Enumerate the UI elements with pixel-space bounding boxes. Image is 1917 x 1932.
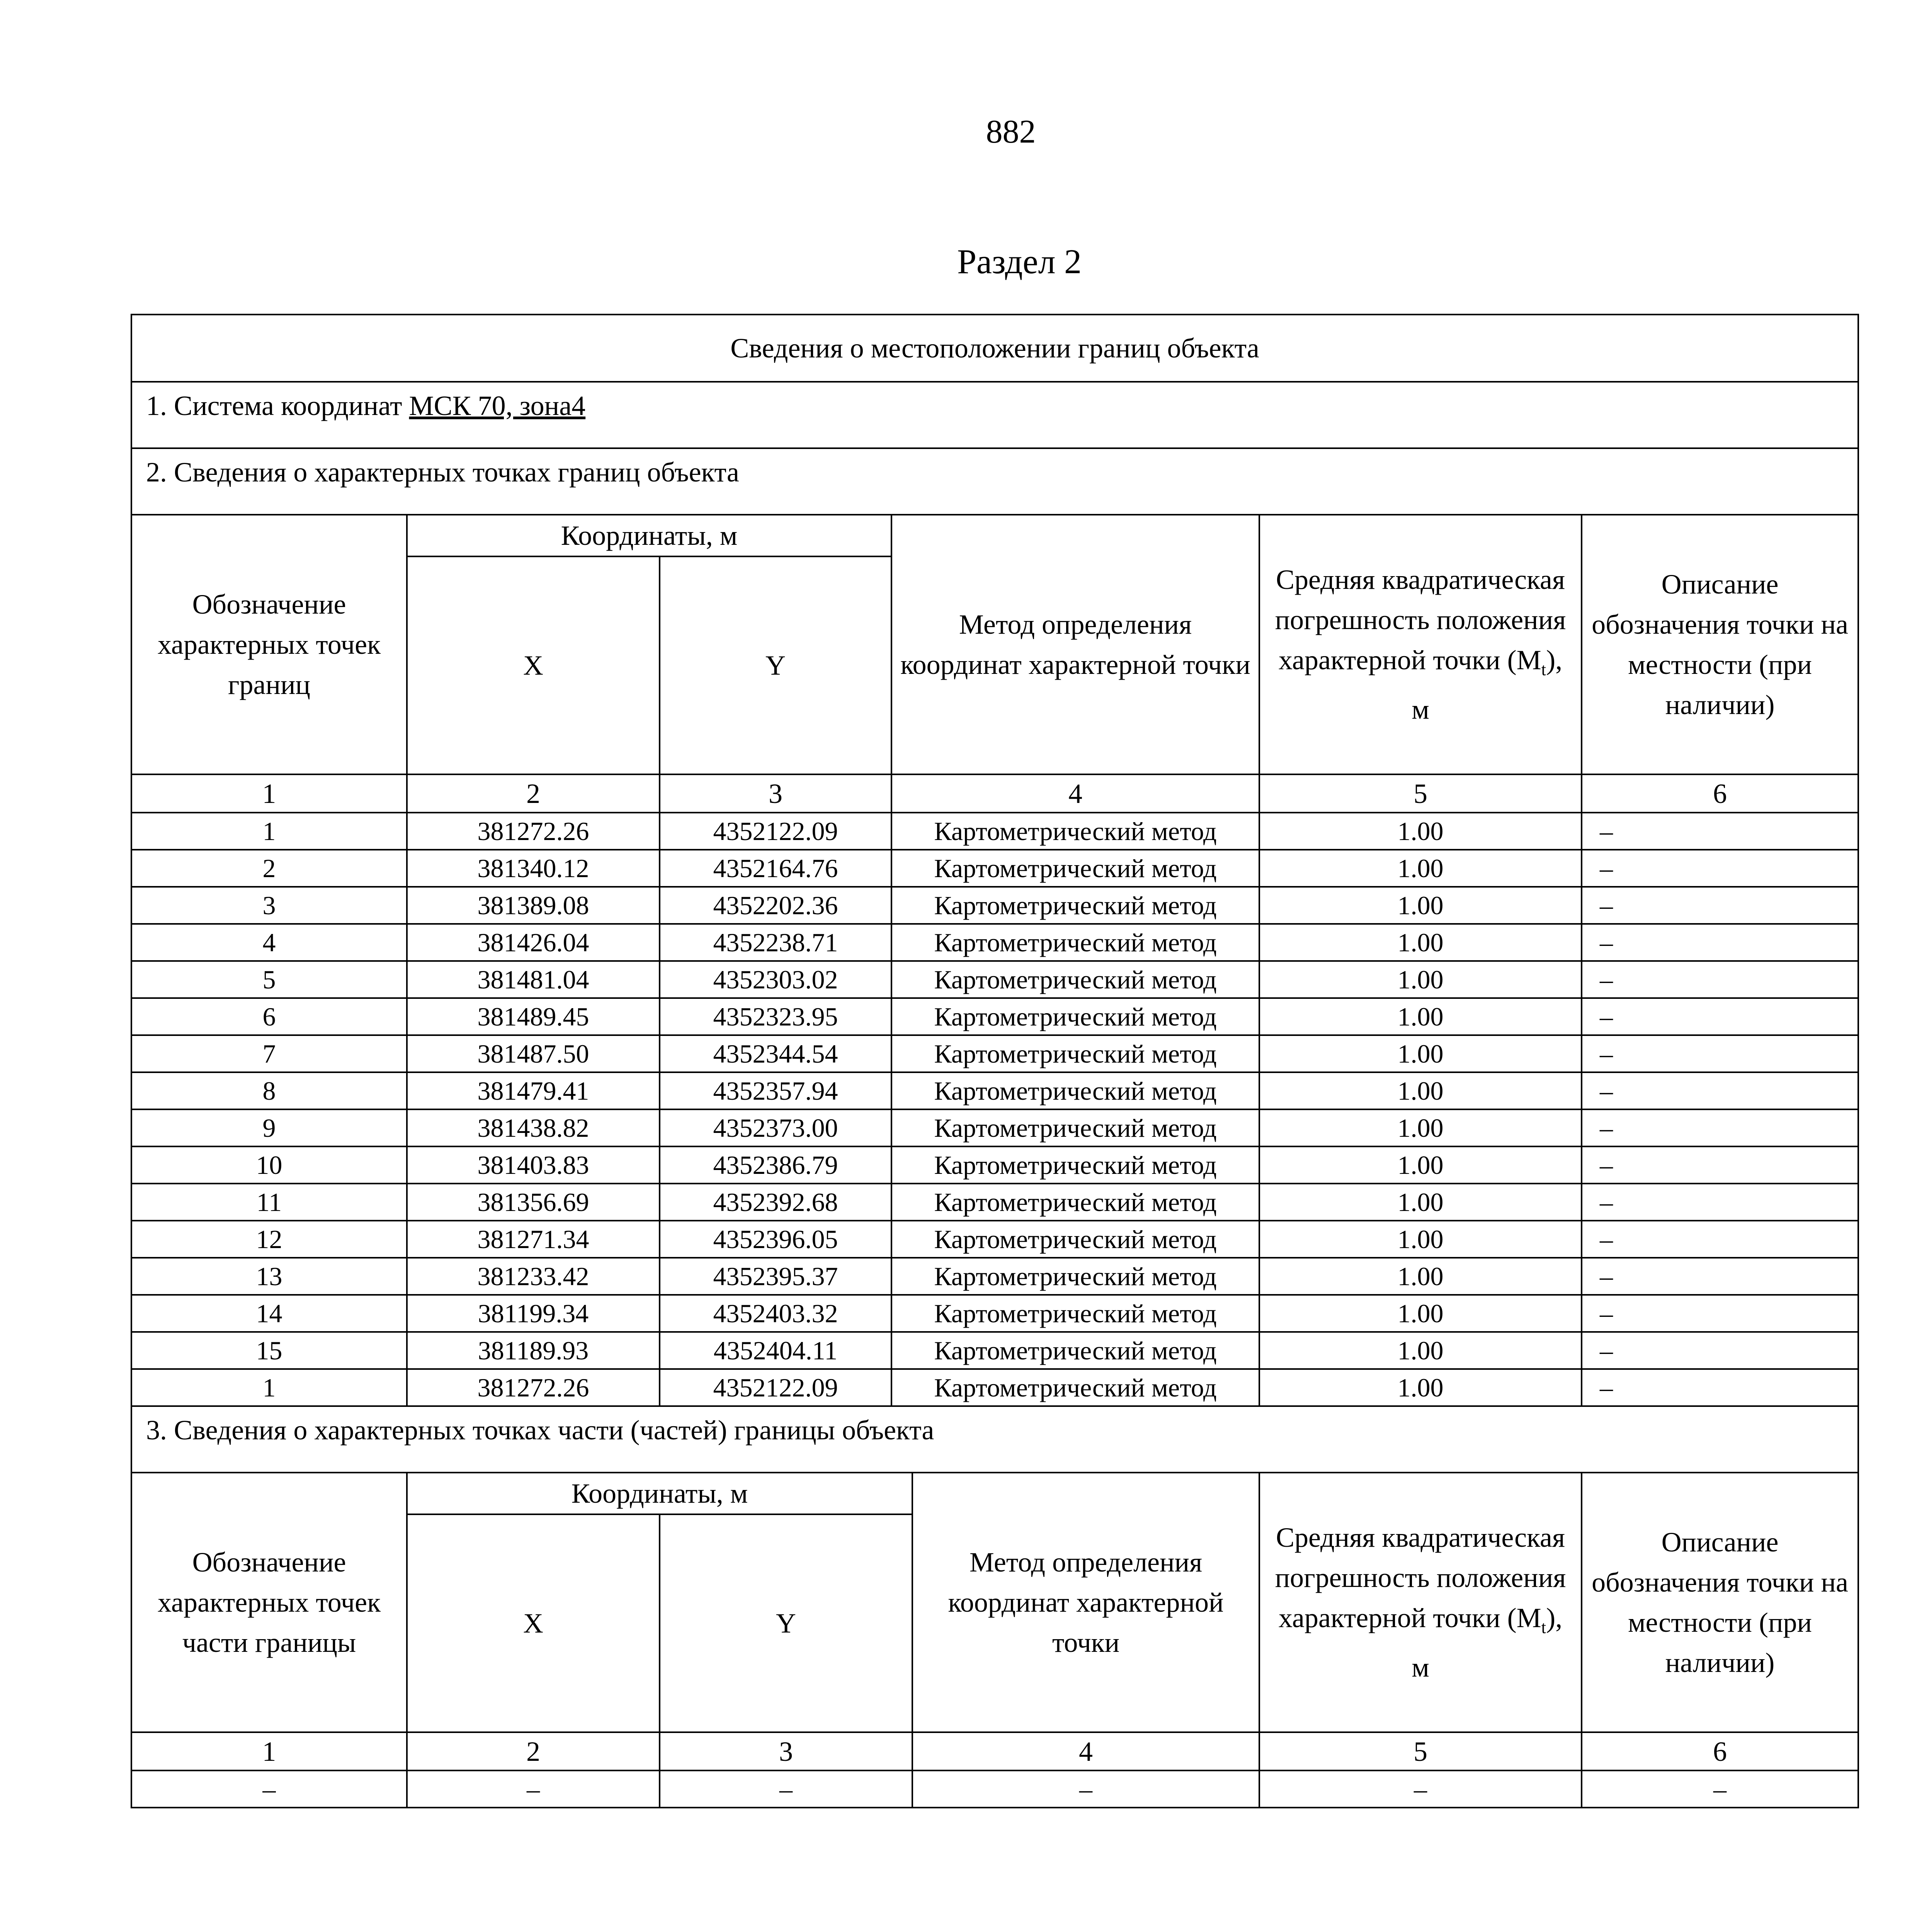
description: – [1582, 887, 1858, 924]
y-coord: 4352392.68 [660, 1184, 891, 1221]
x-coord: – [407, 1770, 660, 1808]
table-row [131, 850, 1858, 887]
point-id: 7 [131, 1035, 407, 1072]
error: 1.00 [1259, 1109, 1582, 1146]
column-index: 3 [660, 774, 891, 813]
y-coord: 4352122.09 [660, 813, 891, 850]
y-coord: 4352164.76 [660, 850, 891, 887]
header-y: Y [660, 1514, 912, 1732]
method: Картометрический метод [891, 998, 1259, 1035]
point-id: 10 [131, 1146, 407, 1184]
method: Картометрический метод [891, 1109, 1259, 1146]
header-x: X [407, 1514, 660, 1732]
point-id: 5 [131, 961, 407, 998]
header-x: X [407, 556, 660, 774]
y-coord: 4352395.37 [660, 1258, 891, 1295]
method: Картометрический метод [891, 1184, 1259, 1221]
column-index: 3 [660, 1732, 912, 1770]
description: – [1582, 998, 1858, 1035]
header-error: Средняя квадратическая погрешность положения характерной точки $(M_t)$, м [1259, 515, 1582, 774]
error: 1.00 [1259, 813, 1582, 850]
table-row [131, 1770, 1858, 1808]
point-id: 12 [131, 1221, 407, 1258]
x-coord: 381233.42 [407, 1258, 660, 1295]
section-title: Раздел 2 [957, 243, 1082, 281]
page-number: 882 [986, 113, 1036, 150]
x-coord: 381481.04 [407, 961, 660, 998]
column-index: 4 [912, 1732, 1259, 1770]
y-coord: 4352122.09 [660, 1369, 891, 1406]
x-coord: 381487.50 [407, 1035, 660, 1072]
y-coord: 4352373.00 [660, 1109, 891, 1146]
error: 1.00 [1259, 1221, 1582, 1258]
x-coord: 381272.26 [407, 813, 660, 850]
table-row [131, 1221, 1858, 1258]
x-coord: 381489.45 [407, 998, 660, 1035]
table-row [131, 1035, 1858, 1072]
table-row [131, 924, 1858, 961]
description: – [1582, 1221, 1858, 1258]
column-index: 6 [1582, 1732, 1858, 1770]
error: 1.00 [1259, 1295, 1582, 1332]
error: 1.00 [1259, 1072, 1582, 1109]
point-id: 3 [131, 887, 407, 924]
x-coord: 381389.08 [407, 887, 660, 924]
method: Картометрический метод [891, 1369, 1259, 1406]
part2-title: 2. Сведения о характерных точках границ объекта [131, 448, 1858, 515]
coord-system-value: МСК 70, зона4 [409, 390, 586, 421]
boundary-tables [131, 314, 1857, 1808]
header-point: Обозначение характерных точек части границы [131, 1473, 407, 1732]
part-boundary-table [131, 1407, 1859, 1808]
point-id: 15 [131, 1332, 407, 1369]
header-desc: Описание обозначения точки на местности (при наличии) [1582, 1473, 1858, 1732]
x-coord: 381272.26 [407, 1369, 660, 1406]
point-id: 14 [131, 1295, 407, 1332]
y-coord: 4352238.71 [660, 924, 891, 961]
x-coord: 381356.69 [407, 1184, 660, 1221]
header-method: Метод определения координат характерной точки [891, 515, 1259, 774]
description: – [1582, 1184, 1858, 1221]
header-error: Средняя квадратическая погрешность положения характерной точки $(M_t)$, м [1259, 1473, 1582, 1732]
part3-title: 3. Сведения о характерных точках части (частей) границы объекта [131, 1407, 1858, 1473]
header-coords: Координаты, м [407, 515, 891, 556]
column-index: 1 [131, 774, 407, 813]
y-coord: 4352403.32 [660, 1295, 891, 1332]
column-index: 5 [1259, 1732, 1582, 1770]
column-index-row [131, 774, 1858, 813]
x-coord: 381340.12 [407, 850, 660, 887]
point-id: 6 [131, 998, 407, 1035]
point-id: 2 [131, 850, 407, 887]
description: – [1582, 924, 1858, 961]
description: – [1582, 1109, 1858, 1146]
description: – [1582, 1258, 1858, 1295]
point-id: 9 [131, 1109, 407, 1146]
point-id: 13 [131, 1258, 407, 1295]
method: Картометрический метод [891, 1221, 1259, 1258]
y-coord: 4352386.79 [660, 1146, 891, 1184]
description: – [1582, 1369, 1858, 1406]
y-coord: 4352344.54 [660, 1035, 891, 1072]
table-title: Сведения о местоположении границ объекта [131, 315, 1858, 382]
header-coords: Координаты, м [407, 1473, 912, 1514]
y-coord: 4352303.02 [660, 961, 891, 998]
header-method: Метод определения координат характерной точки [912, 1473, 1259, 1732]
error: – [1259, 1770, 1582, 1808]
table-row [131, 1295, 1858, 1332]
y-coord: 4352357.94 [660, 1072, 891, 1109]
error: 1.00 [1259, 998, 1582, 1035]
point-id: 8 [131, 1072, 407, 1109]
error: 1.00 [1259, 887, 1582, 924]
column-index: 2 [407, 1732, 660, 1770]
table-row [131, 1258, 1858, 1295]
table-row [131, 887, 1858, 924]
description: – [1582, 1295, 1858, 1332]
description: – [1582, 961, 1858, 998]
error: 1.00 [1259, 850, 1582, 887]
error: 1.00 [1259, 924, 1582, 961]
x-coord: 381199.34 [407, 1295, 660, 1332]
header-desc: Описание обозначения точки на местности (при наличии) [1582, 515, 1858, 774]
column-index: 5 [1259, 774, 1582, 813]
method: Картометрический метод [891, 850, 1259, 887]
table-row [131, 813, 1858, 850]
x-coord: 381403.83 [407, 1146, 660, 1184]
table-row [131, 1369, 1858, 1406]
y-coord: 4352323.95 [660, 998, 891, 1035]
description: – [1582, 850, 1858, 887]
y-coord: 4352404.11 [660, 1332, 891, 1369]
description: – [1582, 1035, 1858, 1072]
x-coord: 381479.41 [407, 1072, 660, 1109]
column-index-row [131, 1732, 1858, 1770]
method: Картометрический метод [891, 887, 1259, 924]
description: – [1582, 1332, 1858, 1369]
y-coord: 4352396.05 [660, 1221, 891, 1258]
table-row [131, 1184, 1858, 1221]
method: Картометрический метод [891, 1072, 1259, 1109]
column-index: 4 [891, 774, 1259, 813]
x-coord: 381438.82 [407, 1109, 660, 1146]
method: Картометрический метод [891, 1146, 1259, 1184]
column-index: 2 [407, 774, 660, 813]
method: Картометрический метод [891, 1295, 1259, 1332]
y-coord: 4352202.36 [660, 887, 891, 924]
table-row [131, 1146, 1858, 1184]
method: – [912, 1770, 1259, 1808]
method: Картометрический метод [891, 924, 1259, 961]
method: Картометрический метод [891, 1332, 1259, 1369]
x-coord: 381426.04 [407, 924, 660, 961]
error: 1.00 [1259, 1369, 1582, 1406]
point-id: 11 [131, 1184, 407, 1221]
point-id: – [131, 1770, 407, 1808]
coord-system-label: 1. Система координат [146, 390, 409, 421]
column-index: 1 [131, 1732, 407, 1770]
table-row [131, 1072, 1858, 1109]
point-id: 1 [131, 813, 407, 850]
error: 1.00 [1259, 1035, 1582, 1072]
boundary-info-table [131, 314, 1859, 1407]
method: Картометрический метод [891, 813, 1259, 850]
coord-system-row [131, 382, 1858, 448]
method: Картометрический метод [891, 961, 1259, 998]
y-coord: – [660, 1770, 912, 1808]
table-row [131, 961, 1858, 998]
table-row [131, 1109, 1858, 1146]
method: Картометрический метод [891, 1035, 1259, 1072]
table-row [131, 1332, 1858, 1369]
description: – [1582, 1770, 1858, 1808]
header-y: Y [660, 556, 891, 774]
description: – [1582, 1072, 1858, 1109]
header-point: Обозначение характерных точек границ [131, 515, 407, 774]
x-coord: 381271.34 [407, 1221, 660, 1258]
error: 1.00 [1259, 961, 1582, 998]
description: – [1582, 813, 1858, 850]
error: 1.00 [1259, 1184, 1582, 1221]
point-id: 4 [131, 924, 407, 961]
error: 1.00 [1259, 1146, 1582, 1184]
table-row [131, 998, 1858, 1035]
description: – [1582, 1146, 1858, 1184]
x-coord: 381189.93 [407, 1332, 660, 1369]
point-id: 1 [131, 1369, 407, 1406]
error: 1.00 [1259, 1258, 1582, 1295]
error: 1.00 [1259, 1332, 1582, 1369]
method: Картометрический метод [891, 1258, 1259, 1295]
column-index: 6 [1582, 774, 1858, 813]
